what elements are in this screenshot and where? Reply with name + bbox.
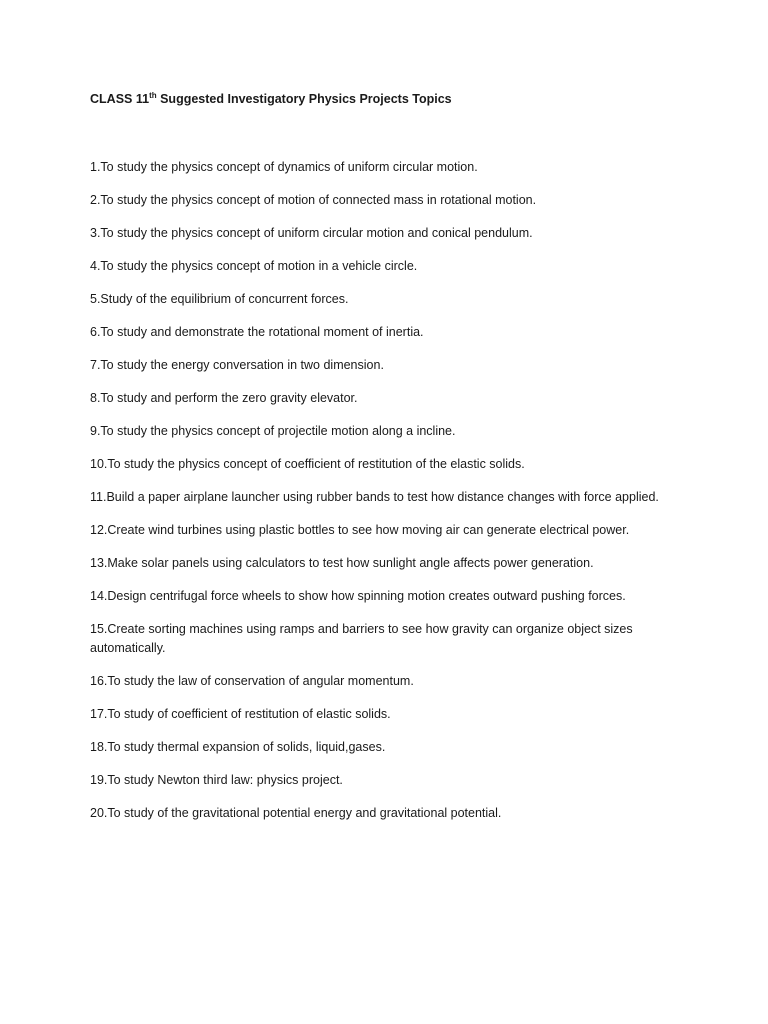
topic-item: 20.To study of the gravitational potential energy and gravitational potential. [90, 806, 502, 820]
topic-item: 4.To study the physics concept of motion in a vehicle circle. [90, 259, 418, 273]
topic-item: 3.To study the physics concept of uniform circular motion and conical pendulum. [90, 226, 533, 240]
topic-item: 1.To study the physics concept of dynamics of uniform circular motion. [90, 160, 478, 174]
topic-item: 13.Make solar panels using calculators to test how sunlight angle affects power generation. [90, 556, 594, 570]
topics-list [90, 158, 690, 837]
topic-item: 12.Create wind turbines using plastic bottles to see how moving air can generate electrical power. [90, 523, 630, 537]
topic-item: 5.Study of the equilibrium of concurrent forces. [90, 292, 349, 306]
topic-item: 16.To study the law of conservation of angular momentum. [90, 674, 414, 688]
topic-item: 7.To study the energy conversation in two dimension. [90, 358, 384, 372]
topic-item: 17.To study of coefficient of restitution of elastic solids. [90, 707, 391, 721]
topic-item: 19.To study Newton third law: physics project. [90, 773, 343, 787]
topic-item: 10.To study the physics concept of coefficient of restitution of the elastic solids. [90, 457, 525, 471]
document-title [90, 92, 452, 106]
topic-item: 14.Design centrifugal force wheels to show how spinning motion creates outward pushing forces. [90, 589, 626, 603]
topic-item: 8.To study and perform the zero gravity elevator. [90, 391, 358, 405]
topic-item: 11.Build a paper airplane launcher using rubber bands to test how distance changes with force applied. [90, 490, 659, 504]
topic-item: 15.Create sorting machines using ramps and barriers to see how gravity can organize object sizes automatically. [90, 622, 633, 655]
topic-item: 9.To study the physics concept of projectile motion along a incline. [90, 424, 456, 438]
title-suffix: Suggested Investigatory Physics Projects Topics [156, 92, 452, 106]
topic-item: 18.To study thermal expansion of solids, liquid,gases. [90, 740, 386, 754]
title-prefix: CLASS 11 [90, 92, 150, 106]
topic-item: 2.To study the physics concept of motion of connected mass in rotational motion. [90, 193, 537, 207]
topic-item: 6.To study and demonstrate the rotational moment of inertia. [90, 325, 424, 339]
title-superscript: th [149, 90, 157, 100]
